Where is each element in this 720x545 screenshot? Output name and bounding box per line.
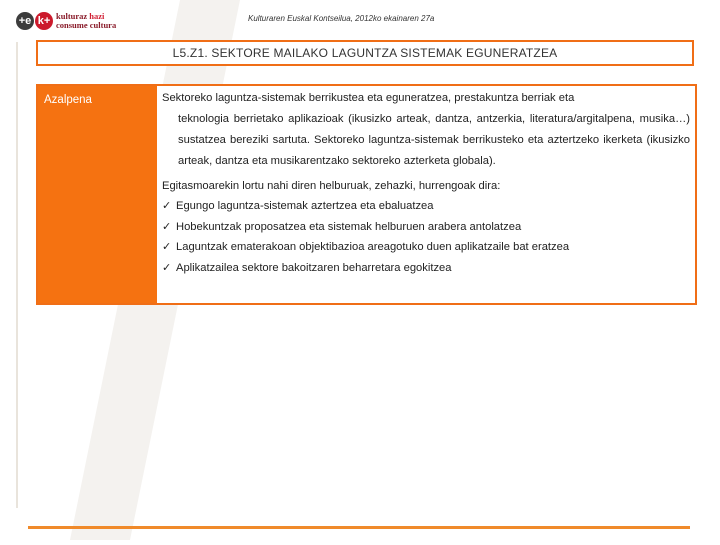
paragraph-rest: teknologia berrietako aplikazioak (ikusizko arteak, dantza, antzerkia, literatura/argitalpena, musika…) sustatzea bereziki sartuta. Sektoreko laguntza-sistemak berrikusteko eta aztertzeko ikerketa (ikusizko arteak, dantza eta musikarentzako sektoreko azterketa globala). [178,113,690,167]
list-item [162,196,690,217]
checkmark-icon: ✓ [162,200,172,212]
list-item [162,217,690,238]
list-item [162,237,690,258]
content-box [36,84,697,305]
section-label: Azalpena [44,94,92,106]
page-title: L5.Z1. SEKTORE MAILAKO LAGUNTZA SISTEMAK EGUNERATZEA [36,40,694,66]
logo-badge-left: +e [16,12,34,30]
checkmark-icon: ✓ [162,241,172,253]
goals-list [162,196,690,278]
logo-line1-accent: hazi [89,11,105,21]
logo-line1-prefix: kulturaz [56,11,88,21]
description-paragraph [162,88,690,172]
logo-line2: consume cultura [56,20,117,30]
logo-badge-right: k+ [35,12,53,30]
logo [16,10,116,32]
checkmark-icon: ✓ [162,220,172,233]
logo-text [56,12,116,30]
paragraph-first-line: Sektoreko laguntza-sistemak berrikustea eta eguneratzea, prestakuntza berriak eta [162,92,575,104]
goal-text: Laguntzak ematerakoan objektibazioa areagotuko duen aplikatzaile bat eratzea [176,241,570,253]
section-description [162,88,690,278]
goal-text: Hobekuntzak proposatzea eta sistemak helburuen arabera antolatzea [176,220,522,233]
left-divider [16,42,18,508]
list-item [162,258,690,279]
header-text: Kulturaren Euskal Kontseilua, 2012ko ekainaren 27a [248,14,435,23]
goals-intro: Egitasmoarekin lortu nahi diren helburuak, zehazki, hurrengoak dira: [162,180,501,192]
goal-text: Aplikatzailea sektore bakoitzaren beharretara egokitzea [176,261,452,274]
checkmark-icon: ✓ [162,261,172,274]
goal-text: Egungo laguntza-sistemak aztertzea eta ebaluatzea [176,200,434,212]
bottom-divider [28,526,690,529]
section-label-column [38,86,157,303]
